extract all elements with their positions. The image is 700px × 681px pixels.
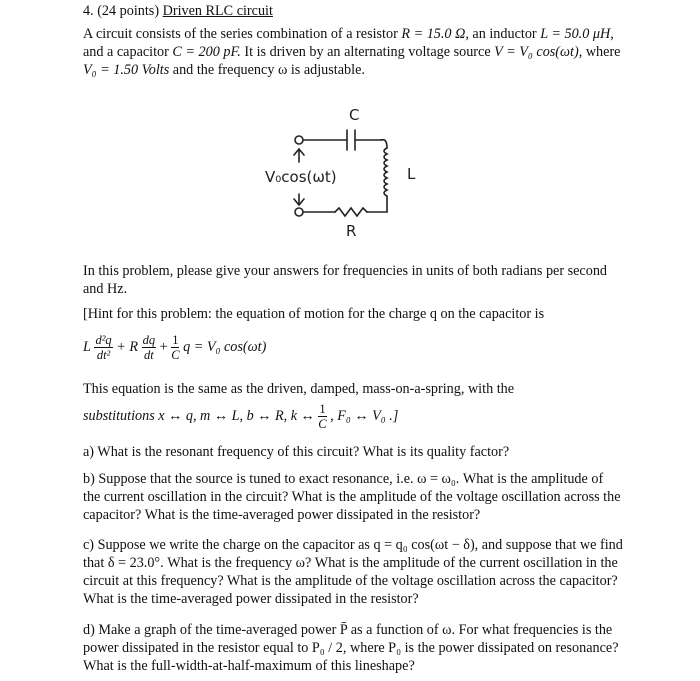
eq-plus-R: + R: [116, 338, 139, 355]
amplitude-value: V₀ = 1.50 Volts: [83, 62, 170, 78]
label-source: V₀cos(ωt): [265, 168, 337, 186]
eq-L: L: [83, 338, 91, 355]
eq-dt: dt: [143, 348, 154, 362]
question-d: d) Make a graph of the time-averaged power P̄ as a function of ω. For what frequencies is the power dissipated in the resistor equal to P₀ / 2, where P₀ is the power dissipated on resonance? What is the full-width-at-half-maximum of this lineshape?: [83, 622, 619, 674]
intro-text-4: It is driven by an alternating voltage source: [244, 44, 491, 60]
resistor-zigzag: [335, 208, 367, 216]
intro-paragraph: [83, 25, 623, 79]
intro-text-6: and the frequency ω is adjustable.: [172, 62, 365, 78]
eq-dt2: dt²: [96, 348, 111, 362]
substitution-inverse-C: [318, 402, 326, 431]
inductor-value: L = 50.0 μH,: [540, 26, 614, 42]
eq-d2q: d²q: [95, 333, 112, 347]
analogy-line-2: [83, 402, 623, 431]
eq-dq: dq: [142, 333, 156, 347]
problem-heading: [83, 2, 273, 20]
eq-C: C: [171, 348, 180, 362]
inductor-coil: [384, 148, 387, 196]
analogy-line-1: This equation is the same as the driven, damped, mass-on-a-spring, with the: [83, 381, 515, 397]
equation-of-motion: [83, 333, 623, 375]
terminal-top: [295, 136, 303, 144]
eq-plus: +: [159, 338, 168, 355]
problem-number: 4. (24 points): [83, 3, 160, 19]
label-resistor: R: [346, 222, 357, 240]
eq-rhs: q = V₀ cos(ωt): [183, 338, 267, 355]
hint-intro: [Hint for this problem: the equation of motion for the charge q on the capacitor is: [83, 306, 545, 322]
eq-inverse-capacitance: [171, 333, 179, 362]
intro-text-1: A circuit consists of the series combination of a resistor: [83, 26, 398, 42]
intro-text-5: where: [585, 44, 621, 60]
intro-text-3: and a capacitor: [83, 44, 169, 60]
eq-second-derivative: [94, 333, 112, 362]
intro-text-2: an inductor: [472, 26, 537, 42]
problem-title: Driven RLC circuit: [162, 3, 273, 19]
substitutions-text: substitutions x ↔ q, m ↔ L, b ↔ R, k ↔: [83, 407, 315, 424]
sub-one: 1: [319, 402, 326, 416]
question-c: c) Suppose we write the charge on the capacitor as q = q₀ cos(ωt − δ), and suppose that we find that δ = 23.0°. What is the frequency ω? What is the amplitude of the current oscillation in the circuit at this frequency? What is the amplitude of the voltage oscillation across the capacitor? What is the time-averaged power dissipated in the resistor?: [83, 537, 623, 607]
eq-first-derivative: [142, 333, 157, 362]
resistor-value: R = 15.0 Ω,: [401, 26, 469, 42]
label-capacitor: C: [349, 106, 360, 124]
label-inductor: L: [407, 165, 416, 183]
source-expression: V = V₀ cos(ωt),: [494, 44, 583, 60]
question-a: a) What is the resonant frequency of this circuit? What is its quality factor?: [83, 444, 510, 460]
eq-one: 1: [172, 333, 179, 347]
question-b: b) Suppose that the source is tuned to exact resonance, i.e. ω = ω₀. What is the amplitude of the current oscillation in the circuit? What is the amplitude of the voltage oscillation across the capacitor? What is the time-averaged power dissipated in the resistor?: [83, 471, 621, 523]
sub-C: C: [318, 417, 327, 431]
units-note: In this problem, please give your answers for frequencies in units of both radians per second and Hz.: [83, 263, 608, 297]
substitutions-text-end: , F₀ ↔ V₀ .]: [330, 407, 399, 424]
terminal-bottom: [295, 208, 303, 216]
capacitor-value: C = 200 pF.: [172, 44, 241, 60]
rlc-circuit-diagram: [263, 104, 543, 242]
